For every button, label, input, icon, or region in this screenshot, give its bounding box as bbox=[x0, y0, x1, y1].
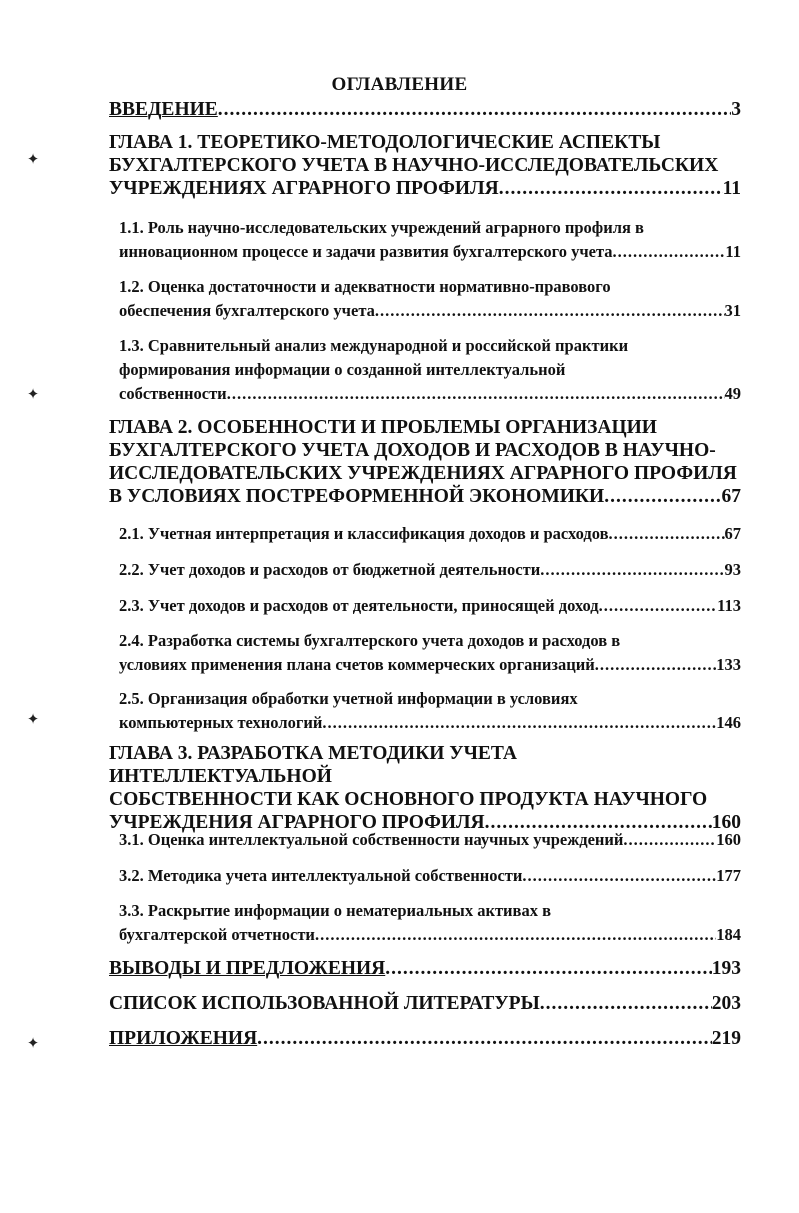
toc-entry-text: ВВЕДЕНИЕ bbox=[109, 99, 218, 120]
page-number: 219 bbox=[711, 1028, 741, 1049]
toc-entry-text: УЧРЕЖДЕНИЯ АГРАРНОГО ПРОФИЛЯ bbox=[109, 812, 485, 833]
toc-entry-section-2-5[interactable] bbox=[119, 687, 741, 735]
page-number: 133 bbox=[716, 655, 741, 674]
toc-entry-references[interactable] bbox=[109, 992, 741, 1015]
page-number: 11 bbox=[722, 178, 741, 199]
dot-leader bbox=[599, 594, 718, 618]
toc-entry-section-2-4[interactable] bbox=[119, 629, 741, 677]
dot-leader bbox=[257, 1027, 712, 1050]
toc-entry-text: условиях применения плана счетов коммерческих организаций bbox=[119, 655, 595, 674]
toc-entry-line: 3.3. Раскрытие информации о нематериальных активах в bbox=[119, 901, 552, 920]
toc-entry-conclusions[interactable] bbox=[109, 957, 741, 980]
dot-leader bbox=[540, 558, 724, 582]
toc-entry-section-1-3[interactable] bbox=[119, 334, 741, 406]
toc-entry-line: ГЛАВА 2. ОСОБЕННОСТИ И ПРОБЛЕМЫ ОРГАНИЗАЦИИ bbox=[109, 417, 657, 438]
dot-leader bbox=[385, 957, 711, 980]
toc-entry-line: 1.3. Сравнительный анализ международной и российской практики bbox=[119, 336, 629, 355]
page-number: 49 bbox=[724, 384, 741, 403]
toc-entry-line: БУХГАЛТЕРСКОГО УЧЕТА ДОХОДОВ И РАСХОДОВ В НАУЧНО- bbox=[109, 440, 716, 461]
dot-leader bbox=[315, 923, 716, 947]
toc-entry-line: СОБСТВЕННОСТИ КАК ОСНОВНОГО ПРОДУКТА НАУЧНОГО bbox=[109, 789, 708, 810]
toc-entry-text: В УСЛОВИЯХ ПОСТРЕФОРМЕННОЙ ЭКОНОМИКИ bbox=[109, 486, 605, 507]
page-number: 160 bbox=[711, 812, 741, 833]
page-number: 160 bbox=[716, 830, 741, 849]
page-number: 184 bbox=[716, 925, 741, 944]
dot-leader bbox=[322, 711, 716, 735]
toc-entry-section-1-1[interactable] bbox=[119, 216, 741, 264]
toc-entry-text: ВЫВОДЫ И ПРЕДЛОЖЕНИЯ bbox=[109, 958, 386, 979]
dot-leader bbox=[218, 98, 731, 121]
toc-entry-line: 1.2. Оценка достаточности и адекватности нормативно-правового bbox=[119, 277, 611, 296]
dot-leader bbox=[623, 828, 716, 852]
toc-entry-text: инновационном процессе и задачи развития бухгалтерского учета bbox=[119, 242, 613, 261]
toc-entry-text: 2.3. Учет доходов и расходов от деятельности, приносящей доход bbox=[119, 596, 599, 615]
toc-entry-text: 3.1. Оценка интеллектуальной собственности научных учреждений bbox=[119, 830, 624, 849]
page-number: 93 bbox=[724, 560, 741, 579]
dot-leader bbox=[613, 240, 726, 264]
toc-entry-appendices[interactable] bbox=[109, 1027, 741, 1050]
page-number: 31 bbox=[724, 301, 741, 320]
toc-entry-section-3-1[interactable] bbox=[119, 828, 741, 852]
toc-entry-text: собственности bbox=[119, 384, 227, 403]
toc-entry-line: БУХГАЛТЕРСКОГО УЧЕТА В НАУЧНО-ИССЛЕДОВАТЕЛЬСКИХ bbox=[109, 155, 719, 176]
toc-entry-line: ГЛАВА 3. РАЗРАБОТКА МЕТОДИКИ УЧЕТА ИНТЕЛЛЕКТУАЛЬНОЙ bbox=[109, 743, 518, 787]
toc-entry-text: обеспечения бухгалтерского учета bbox=[119, 301, 375, 320]
page-number: 177 bbox=[716, 866, 741, 885]
binding-hole-mark: ✦ bbox=[26, 152, 40, 168]
toc-entry-text: компьютерных технологий bbox=[119, 713, 323, 732]
dot-leader bbox=[609, 522, 725, 546]
toc-entry-text: 2.1. Учетная интерпретация и классификация доходов и расходов bbox=[119, 524, 609, 543]
toc-entry-text: ПРИЛОЖЕНИЯ bbox=[109, 1028, 258, 1049]
toc-entry-text: УЧРЕЖДЕНИЯХ АГРАРНОГО ПРОФИЛЯ bbox=[109, 178, 499, 199]
toc-entry-text: 2.2. Учет доходов и расходов от бюджетной деятельности bbox=[119, 560, 541, 579]
dot-leader bbox=[499, 177, 723, 200]
toc-entry-text: 3.2. Методика учета интеллектуальной собственности bbox=[119, 866, 523, 885]
page-number: 67 bbox=[721, 486, 741, 507]
toc-entry-line: ГЛАВА 1. ТЕОРЕТИКО-МЕТОДОЛОГИЧЕСКИЕ АСПЕКТЫ bbox=[109, 132, 661, 153]
dot-leader bbox=[375, 299, 725, 323]
binding-hole-mark: ✦ bbox=[26, 387, 40, 403]
toc-entry-line: ИССЛЕДОВАТЕЛЬСКИХ УЧРЕЖДЕНИЯХ АГРАРНОГО ПРОФИЛЯ bbox=[109, 463, 737, 484]
toc-entry-section-3-2[interactable] bbox=[119, 864, 741, 888]
binding-hole-mark: ✦ bbox=[26, 1036, 40, 1052]
dot-leader bbox=[604, 485, 721, 508]
toc-entry-chapter-3[interactable] bbox=[109, 742, 741, 834]
toc-entry-line: формирования информации о созданной интеллектуальной bbox=[119, 360, 566, 379]
toc-entry-text: СПИСОК ИСПОЛЬЗОВАННОЙ ЛИТЕРАТУРЫ bbox=[109, 993, 540, 1014]
page-number: 203 bbox=[711, 993, 741, 1014]
page-number: 11 bbox=[725, 242, 741, 261]
dot-leader bbox=[540, 992, 712, 1015]
page-number: 146 bbox=[716, 713, 741, 732]
toc-entry-line: 2.5. Организация обработки учетной информации в условиях bbox=[119, 689, 578, 708]
page-number: 3 bbox=[731, 99, 741, 120]
binding-hole-mark: ✦ bbox=[26, 712, 40, 728]
toc-entry-text: бухгалтерской отчетности bbox=[119, 925, 315, 944]
dot-leader bbox=[227, 382, 725, 406]
toc-entry-section-2-1[interactable] bbox=[119, 522, 741, 546]
toc-entry-section-2-3[interactable] bbox=[119, 594, 741, 618]
toc-entry-line: 1.1. Роль научно-исследовательских учреждений аграрного профиля в bbox=[119, 218, 644, 237]
toc-entry-chapter-2[interactable] bbox=[109, 416, 741, 508]
toc-entry-line: 2.4. Разработка системы бухгалтерского учета доходов и расходов в bbox=[119, 631, 621, 650]
toc-entry-section-2-2[interactable] bbox=[119, 558, 741, 582]
page-number: 113 bbox=[717, 596, 741, 615]
toc-entry-section-1-2[interactable] bbox=[119, 275, 741, 323]
dot-leader bbox=[595, 653, 717, 677]
toc-entry-introduction[interactable] bbox=[109, 98, 741, 121]
toc-entry-section-3-3[interactable] bbox=[119, 899, 741, 947]
page-number: 67 bbox=[724, 524, 741, 543]
page-number: 193 bbox=[711, 958, 741, 979]
page-title: ОГЛАВЛЕНИЕ bbox=[331, 74, 468, 95]
dot-leader bbox=[522, 864, 716, 888]
toc-entry-chapter-1[interactable] bbox=[109, 131, 741, 200]
